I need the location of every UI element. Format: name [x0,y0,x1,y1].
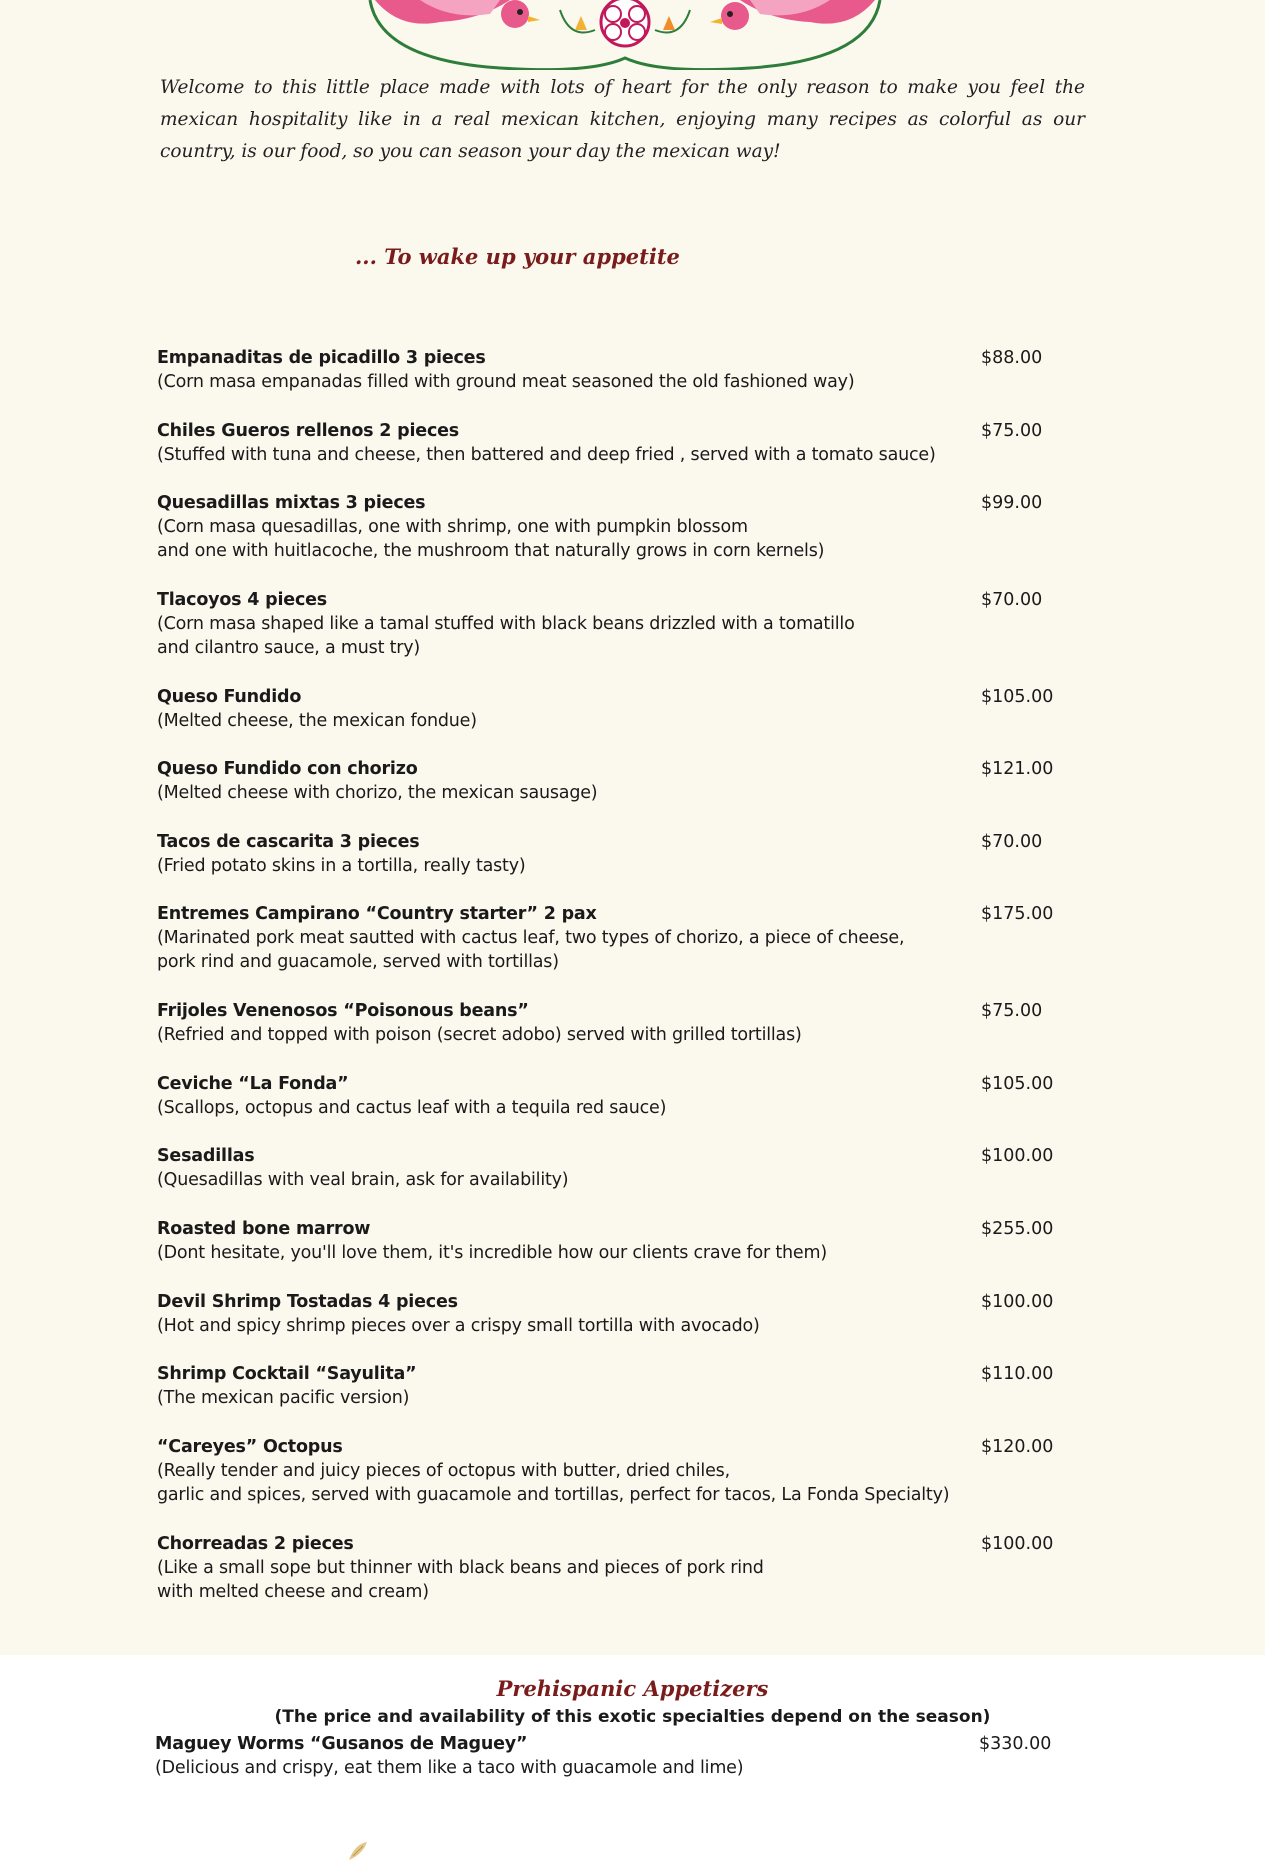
item-description: (Hot and spicy shrimp pieces over a crispy small tortilla with avocado) [157,1316,760,1336]
menu-item [157,999,1217,1047]
item-price: $330.00 [979,1734,1052,1754]
menu-item [157,1532,1217,1604]
item-description: (Fried potato skins in a tortilla, really tasty) [157,856,526,876]
section-title-appetite: ... To wake up your appetite [355,244,680,269]
item-price: $88.00 [981,348,1043,368]
menu-item [157,757,1217,805]
menu-item [157,419,1217,467]
item-name: Tacos de cascarita 3 pieces [157,832,420,852]
item-price: $70.00 [981,590,1043,610]
item-name: “Careyes” Octopus [157,1437,343,1457]
item-name: Chorreadas 2 pieces [157,1534,354,1554]
left-bird-icon [375,0,540,28]
item-name: Frijoles Venenosos “Poisonous beans” [157,1001,529,1021]
decorative-leaf-icon [345,1838,375,1862]
menu-item [157,902,1217,974]
item-name: Devil Shrimp Tostadas 4 pieces [157,1292,458,1312]
item-name: Roasted bone marrow [157,1219,371,1239]
item-price: $120.00 [981,1437,1054,1457]
prehispanic-note: (The price and availability of this exotic specialties depend on the season) [274,1707,991,1727]
item-description: (The mexican pacific version) [157,1388,410,1408]
center-flower-icon [560,0,690,46]
item-name: Chiles Gueros rellenos 2 pieces [157,421,460,441]
item-name: Ceviche “La Fonda” [157,1074,349,1094]
item-price: $175.00 [981,904,1054,924]
menu-item [157,1290,1217,1338]
menu-item [157,1144,1217,1192]
item-name: Tlacoyos 4 pieces [157,590,328,610]
item-description: (Dont hesitate, you'll love them, it's incredible how our clients crave for them) [157,1243,827,1263]
item-name: Entremes Campirano “Country starter” 2 pax [157,904,597,924]
item-price: $100.00 [981,1146,1054,1166]
menu-item [157,685,1217,733]
item-description: (Like a small sope but thinner with black beans and pieces of pork rind with melted cheese and cream) [157,1558,764,1602]
item-name: Shrimp Cocktail “Sayulita” [157,1364,417,1384]
item-description: (Corn masa empanadas filled with ground meat seasoned the old fashioned way) [157,372,855,392]
item-name: Empanaditas de picadillo 3 pieces [157,348,486,368]
item-description: (Melted cheese with chorizo, the mexican sausage) [157,783,598,803]
item-price: $75.00 [981,1001,1043,1021]
item-name: Quesadillas mixtas 3 pieces [157,493,426,513]
item-description: (Scallops, octopus and cactus leaf with a tequila red sauce) [157,1098,667,1118]
item-name: Queso Fundido con chorizo [157,759,418,779]
item-description: (Melted cheese, the mexican fondue) [157,711,477,731]
welcome-intro: Welcome to this little place made with lots of heart for the only reason to make you feel the mexican hospitality like in a real mexican kitchen, enjoying many recipes as colorful as our country, is our food, so you can season your day the mexican way! [160,77,1085,162]
prehispanic-title: Prehispanic Appetizers [496,1676,769,1701]
menu-item [157,346,1217,394]
item-description: (Refried and topped with poison (secret adobo) served with grilled tortillas) [157,1025,802,1045]
menu-item [157,588,1217,660]
item-price: $100.00 [981,1292,1054,1312]
item-description: (Stuffed with tuna and cheese, then battered and deep fried , served with a tomato sauce) [157,445,936,465]
menu-item [157,1072,1217,1120]
menu-item [157,830,1217,878]
item-price: $99.00 [981,493,1043,513]
decorative-birds-banner [360,0,890,70]
item-description: (Corn masa quesadillas, one with shrimp, one with pumpkin blossom and one with huitlacoche, the mushroom that naturally grows in corn kernels) [157,517,825,561]
right-bird-icon [710,0,875,30]
menu-item-prehispanic [155,1732,1215,1780]
item-price: $75.00 [981,421,1043,441]
item-name: Maguey Worms “Gusanos de Maguey” [155,1734,528,1754]
item-name: Queso Fundido [157,687,302,707]
item-description: (Corn masa shaped like a tamal stuffed with black beans drizzled with a tomatillo and cilantro sauce, a must try) [157,614,855,658]
item-price: $121.00 [981,759,1054,779]
item-description: (Marinated pork meat sautted with cactus leaf, two types of chorizo, a piece of cheese, pork rind and guacamole, served with tortillas) [157,928,905,972]
item-name: Sesadillas [157,1146,255,1166]
item-price: $100.00 [981,1534,1054,1554]
item-price: $105.00 [981,1074,1054,1094]
item-description: (Quesadillas with veal brain, ask for availability) [157,1170,569,1190]
menu-item [157,1435,1217,1507]
item-description: (Delicious and crispy, eat them like a taco with guacamole and lime) [155,1758,744,1778]
item-price: $110.00 [981,1364,1054,1384]
item-price: $70.00 [981,832,1043,852]
item-description: (Really tender and juicy pieces of octopus with butter, dried chiles, garlic and spices, served with guacamole and tortillas, perfect for tacos, La Fonda Specialty) [157,1461,950,1505]
menu-item [157,1362,1217,1410]
menu-item [157,491,1217,563]
item-price: $105.00 [981,687,1054,707]
menu-item [157,1217,1217,1265]
item-price: $255.00 [981,1219,1054,1239]
